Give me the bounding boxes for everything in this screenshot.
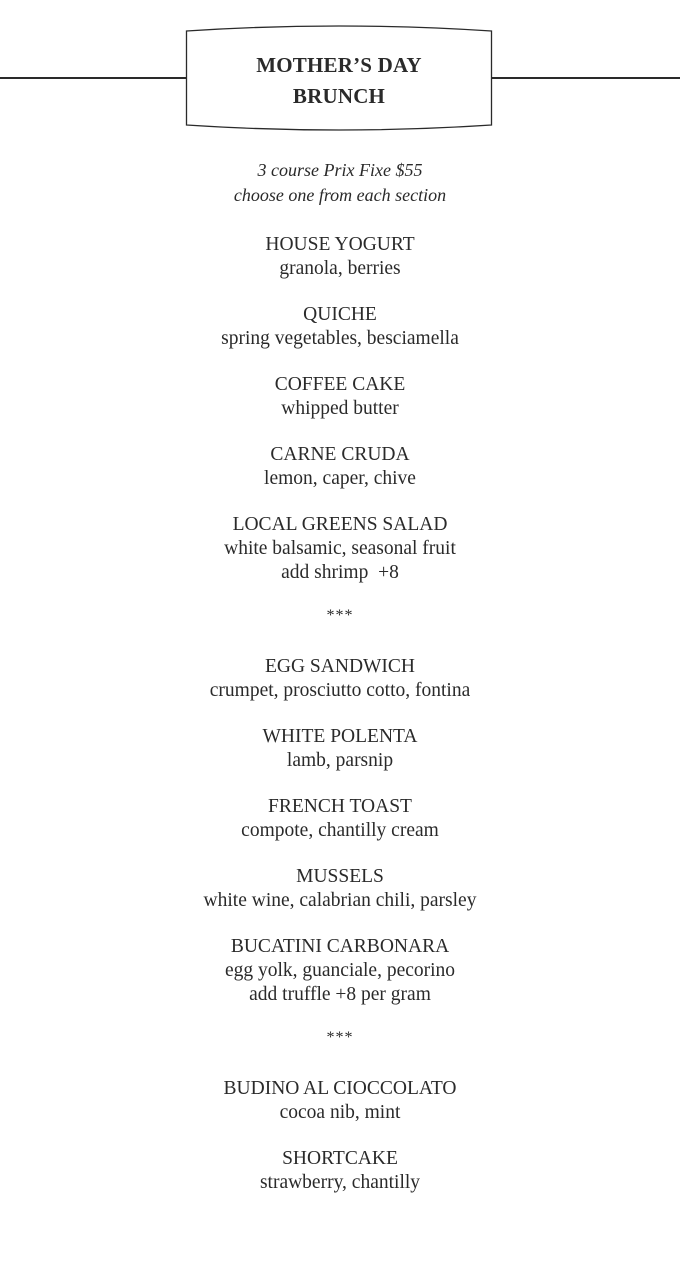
menu-item-description: white wine, calabrian chili, parsley	[203, 890, 477, 911]
menu-item	[0, 655, 680, 703]
menu-item-name: MUSSELS	[296, 866, 384, 887]
menu-item	[0, 303, 680, 351]
menu-item-add-on: add truffle +8 per gram	[249, 984, 431, 1005]
header-rule-left	[0, 77, 186, 79]
menu-item-name: SHORTCAKE	[282, 1148, 398, 1169]
menu-item-name: QUICHE	[303, 304, 377, 325]
menu-item	[0, 443, 680, 491]
title-line-2: BRUNCH	[292, 84, 386, 108]
prix-fixe-price: 3 course Prix Fixe $55	[257, 160, 423, 180]
menu-item-name: FRENCH TOAST	[268, 796, 412, 817]
menu-item	[0, 513, 680, 585]
prix-fixe-instructions: choose one from each section	[233, 185, 447, 205]
menu-item-name: COFFEE CAKE	[274, 374, 406, 395]
menu-item	[0, 795, 680, 843]
menu-item	[0, 1077, 680, 1125]
menu-item-description: strawberry, chantilly	[259, 1172, 421, 1193]
menu-item-description: egg yolk, guanciale, pecorino	[224, 960, 456, 981]
menu-item-description: granola, berries	[279, 258, 401, 279]
menu-item	[0, 233, 680, 281]
menu-item	[0, 373, 680, 421]
section-separator: ***	[326, 1029, 354, 1046]
menu-item	[0, 1147, 680, 1195]
menu-item-name: LOCAL GREENS SALAD	[232, 514, 448, 535]
menu-item-description: lamb, parsnip	[286, 750, 394, 771]
menu-item-add-on: add shrimp +8	[281, 562, 399, 583]
menu-item-description: compote, chantilly cream	[241, 820, 439, 841]
menu-item-name: BUCATINI CARBONARA	[230, 936, 450, 957]
menu-item-description: whipped butter	[281, 398, 399, 419]
menu-item-description: lemon, caper, chive	[264, 468, 416, 489]
title-frame	[185, 25, 493, 135]
menu-item-name: WHITE POLENTA	[262, 726, 418, 747]
menu-item	[0, 725, 680, 773]
menu-item-name: HOUSE YOGURT	[265, 234, 415, 255]
header-rule-right	[491, 77, 680, 79]
prix-fixe-intro	[0, 158, 680, 208]
menu-item-description: spring vegetables, besciamella	[221, 328, 459, 349]
menu-item-description: cocoa nib, mint	[279, 1102, 401, 1123]
section-separator: ***	[326, 607, 354, 624]
menu-item-name: EGG SANDWICH	[264, 656, 416, 677]
menu-item-name: BUDINO AL CIOCCOLATO	[223, 1078, 457, 1099]
page-title	[185, 50, 493, 112]
menu	[0, 233, 680, 1217]
menu-item	[0, 865, 680, 913]
menu-item	[0, 935, 680, 1007]
menu-item-name: CARNE CRUDA	[270, 444, 410, 465]
menu-item-description: crumpet, prosciutto cotto, fontina	[209, 680, 471, 701]
title-line-1: MOTHER’S DAY	[256, 53, 422, 77]
menu-item-description: white balsamic, seasonal fruit	[224, 538, 456, 559]
